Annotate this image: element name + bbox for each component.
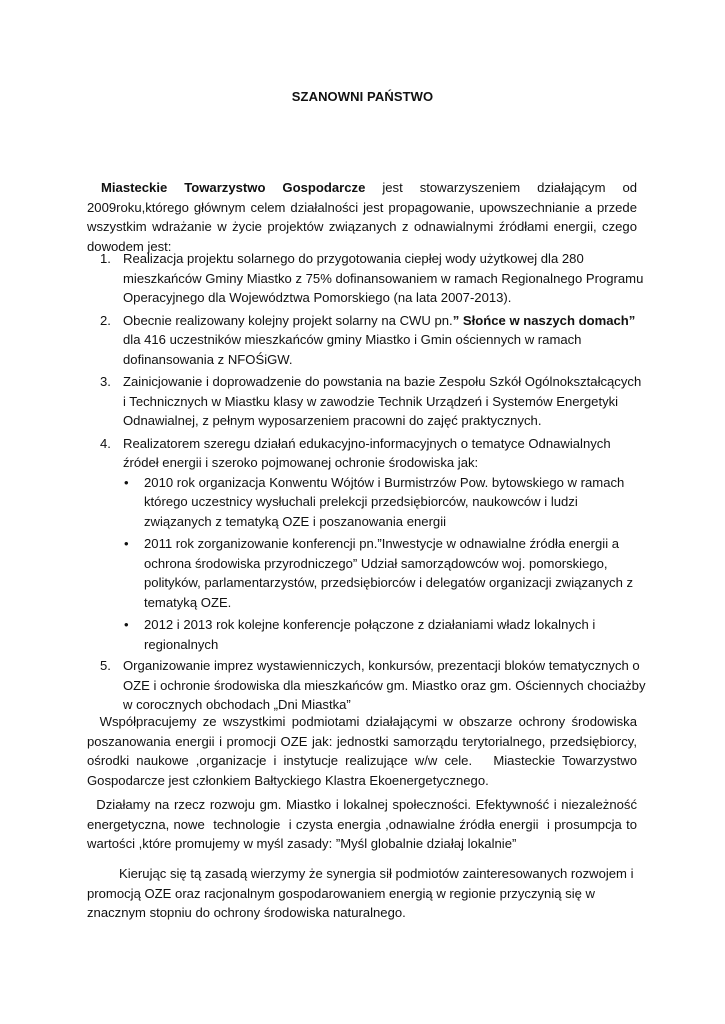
list-number: 5. <box>100 658 111 673</box>
sub-list-item <box>87 473 647 532</box>
list-item-text: Obecnie realizowany kolejny projekt solarny na CWU pn. <box>123 312 453 328</box>
list-number: 1. <box>100 251 111 266</box>
sub-list-item <box>87 534 647 612</box>
project-name: ” Słońce w naszych domach” <box>452 312 636 328</box>
development-paragraph: Działamy na rzecz rozwoju gm. Miastko i lokalnej społeczności. Efektywność i niezależność energetyczna, nowe technologie i czysta energia ,odnawialne źródła energii i prosumpcja to wartości ,które promujemy w myśl zasady: ”Myśl globalnie działaj lokalnie” <box>87 797 641 852</box>
list-item-text: Organizowanie imprez wystawienniczych, konkursów, prezentacji bloków tematycznych o OZE i ochronie środowiska dla mieszkańców gm. Miastko oraz gm. Ościennych chociażby w corocznych obchodach „Dni Miastka” <box>123 658 646 712</box>
list-item <box>87 434 647 655</box>
page-title: SZANOWNI PAŃSTWO <box>291 89 434 104</box>
sub-list-item-text: 2012 i 2013 rok kolejne konferencje połączone z działaniami władz lokalnych i regionalnych <box>144 617 596 652</box>
list-item-text: Realizatorem szeregu działań edukacyjno-informacyjnych o tematyce Odnawialnych źródeł energii i szeroko pojmowanej ochronie środowiska jak: <box>123 435 611 470</box>
list-number: 4. <box>100 435 111 451</box>
closing-paragraph <box>87 864 637 923</box>
sub-list-item <box>87 615 647 654</box>
list-item <box>87 656 647 715</box>
org-name: Miasteckie Towarzystwo Gospodarcze <box>101 180 366 195</box>
sub-list-item-text: 2011 rok zorganizowanie konferencji pn.”Inwestycje w odnawialne źródła energii a ochrona środowiska przyrodniczego” Udział samorządowców woj. pomorskiego, polityków, parlamentarzystów, przedsiębiorców i delegatów organizacji związanych z tematyką OZE. <box>144 536 634 610</box>
list-item <box>87 311 647 370</box>
achievements-list <box>87 249 647 718</box>
cooperation-paragraph: Współpracujemy ze wszystkimi podmiotami działającymi w obszarze ochrony środowiska poszanowania energii i promocji OZE jak: jednostki samorządu terytorialnego, przedsiębiorcy, ośrodki naukowe ,organizacje i instytucje realizujące w/w cele. Miasteckie Towarzystwo Gospodarcze jest członkiem Bałtyckiego Klastra Ekoenergetycznego. <box>87 714 641 788</box>
list-item-text-cont: dla 416 uczestników mieszkańców gminy Miastko i Gmin ościennych w ramach dofinansowania z NFOŚiGW. <box>123 332 582 367</box>
bullet-icon: • <box>124 617 129 632</box>
list-number: 3. <box>100 374 111 389</box>
bullet-icon: • <box>124 474 129 490</box>
list-item-text: Zainicjowanie i doprowadzenie do powstania na bazie Zespołu Szkół Ogólnokształcących i Technicznych w Miastku klasy w zawodzie Technik Urządzeń i Systemów Energetyki Odnawialnej, z pełnym wyposarzeniem pracowni do zajęć praktycznych. <box>123 374 642 428</box>
bullet-icon: • <box>124 536 129 551</box>
intro-paragraph <box>87 178 637 256</box>
sub-list-item-text: 2010 rok organizacja Konwentu Wójtów i Burmistrzów Pow. bytowskiego w ramach którego uczestnicy wysłuchali prelekcji przedsiębiorców, naukowców i ludzi związanych z tematyką OZE i poszanowania energii <box>144 474 625 529</box>
list-number: 2. <box>100 312 111 328</box>
sub-list <box>87 473 647 655</box>
closing-text: Kierując się tą zasadą wierzymy że synergia sił podmiotów zainteresowanych rozwojem i promocją OZE oraz racjonalnym gospodarowaniem energią w regionie przyczynią się w znacznym stopniu do ochrony środowiska naturalnego. <box>87 866 634 921</box>
intro-text: jest stowarzyszeniem działającym od 2009roku,którego głównym celem działalności jest propagowanie, upowszechnianie a przede wszystkim wdrażanie w życie projektów związanych z odnawialnymi źródłami energii, czego dowodem jest: <box>87 180 638 254</box>
list-item <box>87 249 647 308</box>
list-item <box>87 372 647 431</box>
list-item-text: Realizacja projektu solarnego do przygotowania ciepłej wody użytkowej dla 280 mieszkańców Gminy Miastko z 75% dofinansowaniem w ramach Regionalnego Programu Operacyjnego dla Województwa Pomorskiego (na lata 2007-2013). <box>123 251 644 305</box>
